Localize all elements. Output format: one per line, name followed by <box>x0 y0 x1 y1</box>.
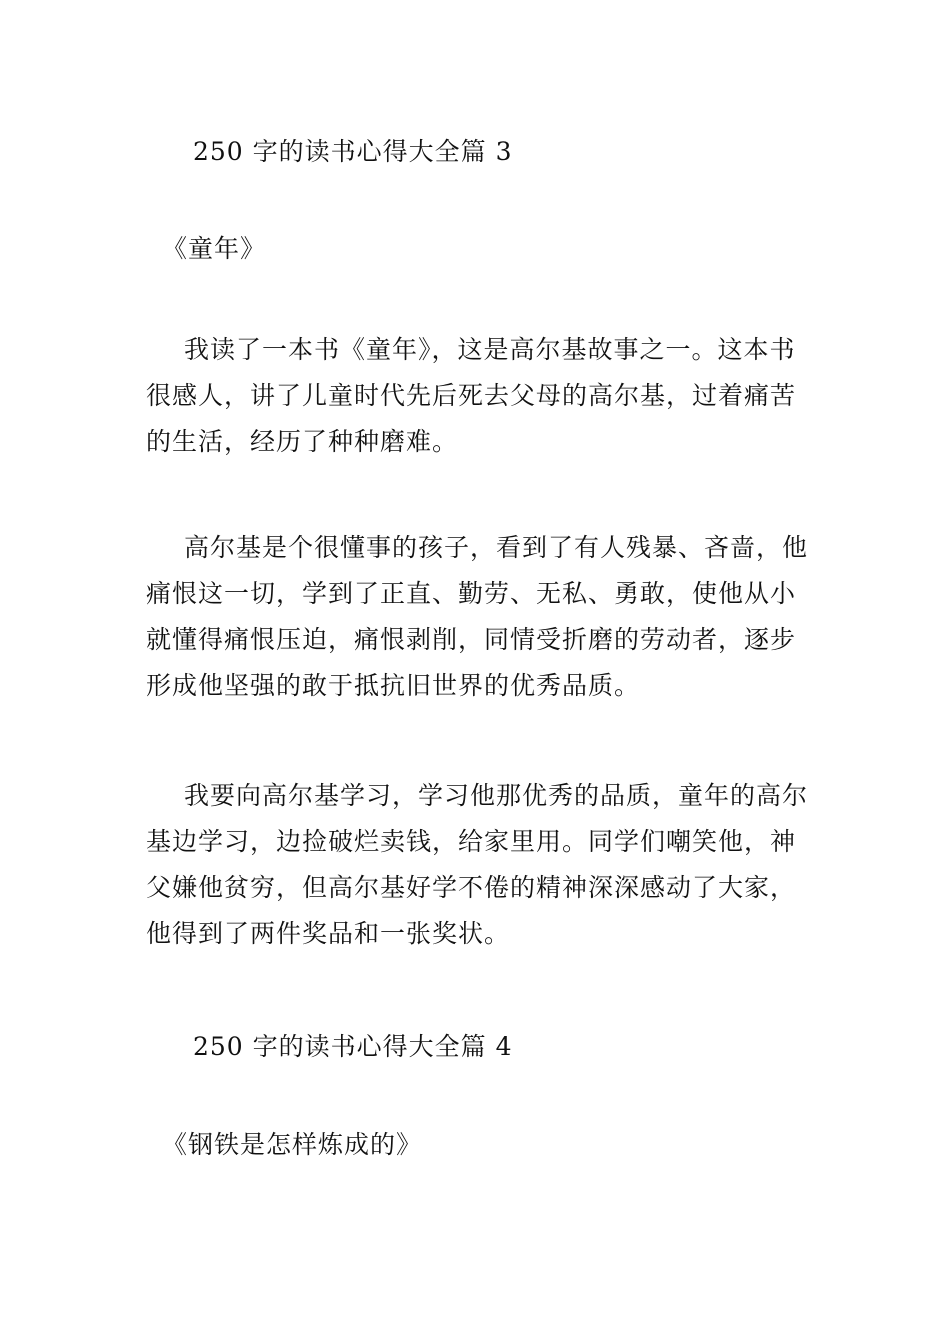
paragraph-3 <box>146 773 808 957</box>
paragraph-line: 就懂得痛恨压迫，痛恨剥削，同情受折磨的劳动者，逐步 <box>146 625 797 654</box>
paragraph-2 <box>146 525 808 709</box>
book-title-childhood: 《童年》 <box>162 234 267 263</box>
paragraph-line: 父嫌他贫穷，但高尔基好学不倦的精神深深感动了大家， <box>146 873 797 902</box>
paragraph-line: 很感人，讲了儿童时代先后死去父母的高尔基，过着痛苦 <box>146 381 797 410</box>
section-heading-3: 250 字的读书心得大全篇 3 <box>193 137 513 166</box>
book-title-steel: 《钢铁是怎样炼成的》 <box>162 1130 423 1159</box>
paragraph-line: 他得到了两件奖品和一张奖状。 <box>146 919 511 948</box>
paragraph-line: 高尔基是个很懂事的孩子，看到了有人残暴、吝啬，他 <box>184 533 809 562</box>
paragraph-line: 痛恨这一切，学到了正直、勤劳、无私、勇敢，使他从小 <box>146 579 797 608</box>
paragraph-line: 我读了一本书《童年》，这是高尔基故事之一。这本书 <box>184 335 796 364</box>
paragraph-line: 的生活，经历了种种磨难。 <box>146 427 459 456</box>
section-heading-4: 250 字的读书心得大全篇 4 <box>193 1032 513 1061</box>
paragraph-line: 我要向高尔基学习，学习他那优秀的品质，童年的高尔 <box>184 781 809 810</box>
paragraph-1 <box>146 327 808 465</box>
paragraph-line: 基边学习，边捡破烂卖钱，给家里用。同学们嘲笑他，神 <box>146 827 797 856</box>
paragraph-line: 形成他坚强的敢于抵抗旧世界的优秀品质。 <box>146 671 641 700</box>
